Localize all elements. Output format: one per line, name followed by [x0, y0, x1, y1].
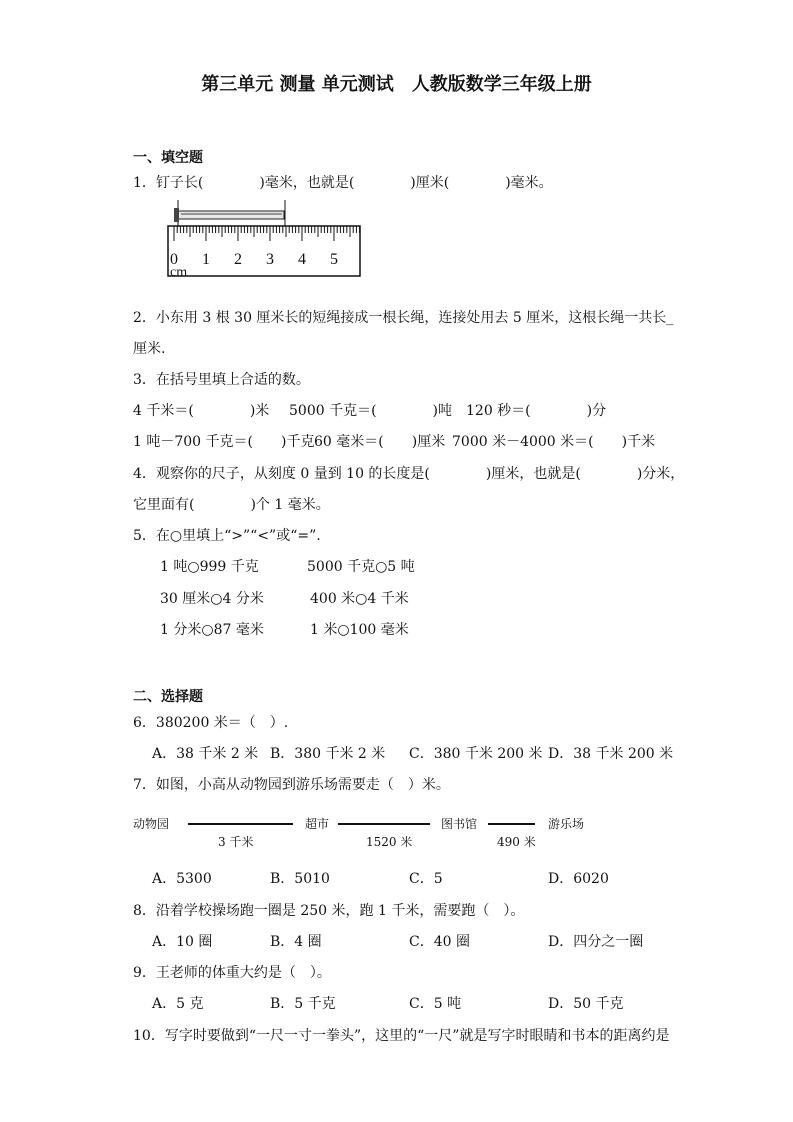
ruler-label-0: 0 [170, 251, 178, 268]
section-heading-choice: 二、选择题 [133, 689, 203, 705]
question-4: 4．观察你的尺子，从刻度 0 量到 10 的长度是( )厘米，也就是( )分米， [133, 466, 685, 482]
q7-option-a: A．5300 [152, 871, 212, 887]
question-10: 10．写字时要做到“一尺一寸一拳头”，这里的“一尺”就是写字时眼睛和书本的距离约是 [133, 1028, 670, 1044]
q3-item-3: 120 秒＝( )分 [466, 403, 607, 419]
question-4-cont: 它里面有( )个 1 毫米。 [133, 497, 330, 513]
route-segment-1 [188, 823, 293, 825]
q3-item-4: 1 吨－700 千克＝( )千克 [133, 434, 315, 450]
question-6: 6．380200 米＝（ ）. [133, 715, 289, 731]
route-place-supermarket: 超市 [305, 817, 330, 831]
q8-option-a: A．10 圈 [152, 934, 213, 950]
q5-item-2: 5000 千克○5 吨 [307, 559, 415, 575]
q3-item-1: 4 千米＝( )米 [133, 403, 270, 419]
q6-option-c: C．380 千米 200 米 [409, 746, 543, 762]
ruler-figure [164, 198, 364, 280]
route-place-zoo: 动物园 [133, 817, 170, 831]
question-7: 7．如图，小高从动物园到游乐场需要走（ ）米。 [133, 777, 450, 793]
question-5: 5．在○里填上“>”“<”或“=”. [133, 528, 321, 544]
q5-item-5: 1 分米○87 毫米 [160, 622, 264, 638]
ruler-label-1: 1 [202, 251, 210, 268]
ruler-label-2: 2 [234, 251, 242, 268]
q5-item-3: 30 厘米○4 分米 [160, 591, 264, 607]
q9-option-a: A．5 克 [152, 996, 204, 1012]
q9-option-c: C．5 吨 [409, 996, 462, 1012]
q7-option-b: B．5010 [270, 871, 330, 887]
q7-option-c: C．5 [409, 871, 443, 887]
q5-item-1: 1 吨○999 千克 [160, 559, 259, 575]
q7-option-d: D．6020 [548, 871, 609, 887]
q3-item-6: 7000 米－4000 米＝( )千米 [452, 434, 656, 450]
question-9: 9．王老师的体重大约是（ ）。 [133, 965, 331, 981]
route-distance-3: 490 米 [497, 835, 536, 849]
ruler-unit-label: cm [170, 265, 188, 280]
q3-item-5: 60 毫米＝( )厘米 [314, 434, 446, 450]
route-segment-3 [488, 823, 535, 825]
route-place-library: 图书馆 [441, 817, 478, 831]
question-1: 1．钉子长( )毫米，也就是( )厘米( )毫米。 [133, 175, 553, 191]
ruler-label-4: 4 [298, 251, 306, 268]
q3-item-2: 5000 千克＝( )吨 [289, 403, 453, 419]
ruler-label-5: 5 [330, 251, 338, 268]
q5-item-6: 1 米○100 毫米 [310, 622, 409, 638]
route-place-amusement-park: 游乐场 [548, 817, 585, 831]
question-8: 8．沿着学校操场跑一圈是 250 米，跑 1 千米，需要跑（ ）。 [133, 903, 525, 919]
ruler-label-3: 3 [266, 251, 274, 268]
route-segment-2 [338, 823, 430, 825]
route-distance-1: 3 千米 [218, 835, 254, 849]
q8-option-c: C．40 圈 [409, 934, 470, 950]
question-3: 3．在括号里填上合适的数。 [133, 372, 310, 388]
question-2: 2．小东用 3 根 30 厘米长的短绳接成一根长绳，连接处用去 5 厘米，这根长绳一共长_ [133, 310, 674, 326]
q6-option-b: B．380 千米 2 米 [270, 746, 386, 762]
q6-option-a: A．38 千米 2 米 [152, 746, 259, 762]
q9-option-b: B．5 千克 [270, 996, 336, 1012]
q8-option-d: D．四分之一圈 [548, 934, 644, 950]
question-2-cont: 厘米. [133, 341, 166, 357]
page-title: 第三单元 测量 单元测试 人教版数学三年级上册 [201, 74, 592, 95]
q5-item-4: 400 米○4 千米 [310, 591, 409, 607]
nail-image [174, 200, 285, 226]
route-distance-2: 1520 米 [366, 835, 413, 849]
q8-option-b: B．4 圈 [270, 934, 322, 950]
q9-option-d: D．50 千克 [548, 996, 624, 1012]
section-heading-fill-blank: 一、填空题 [133, 150, 203, 166]
q6-option-d: D．38 千米 200 米 [548, 746, 674, 762]
